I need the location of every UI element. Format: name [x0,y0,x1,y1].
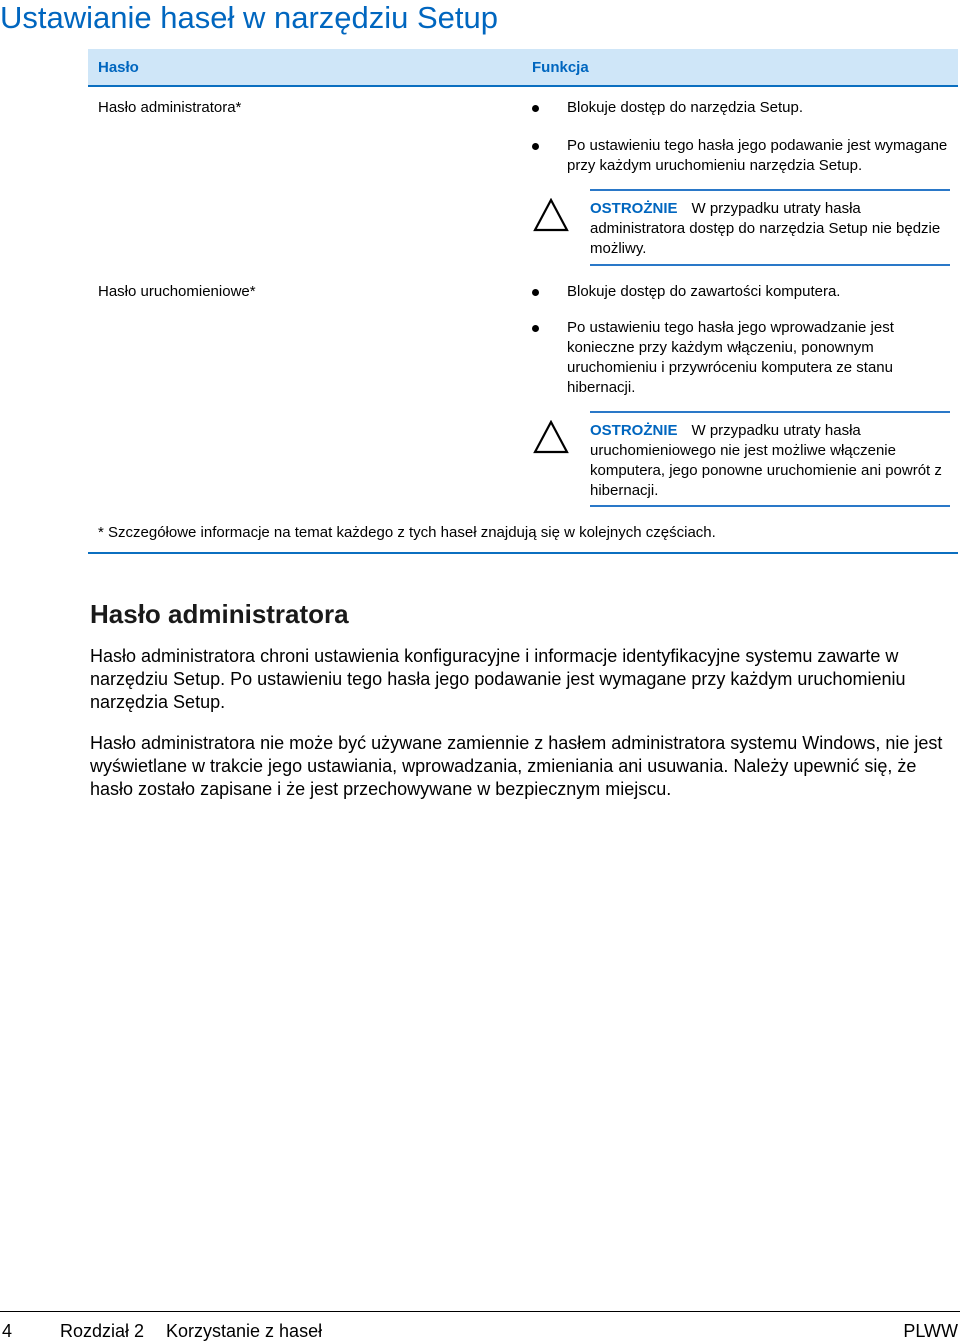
caution-top-rule [590,411,950,413]
table-footnote: * Szczegółowe informacje na temat każdego z tych haseł znajdują się w kolejnych częściach. [98,524,716,541]
row-poweron-bullet-1: Blokuje dostęp do zawartości komputera. [567,283,841,300]
row-poweron-password-name: Hasło uruchomieniowe* [98,283,256,300]
column-header-password: Hasło [98,59,139,76]
caution-triangle-icon [533,420,569,454]
footer-doc-code: PLWW [903,1321,958,1341]
caution-label: OSTROŻNIE [590,200,678,217]
bullet [532,289,539,296]
bullet [532,105,539,112]
caution-bottom-rule [590,505,950,507]
page-number: 4 [2,1321,13,1341]
caution-text: W przypadku utraty hasła uruchomieniowego nie jest możliwe włączenie komputera, jego ponowne uruchomienie ani powrót z hibernacji. [590,422,942,499]
section-paragraph-2: Hasło administratora nie może być używane zamiennie z hasłem administratora systemu Windows, nie jest wyświetlane w trakcie jego ustawiania, wprowadzania, zmieniania ani usuwania. Należy upewnić się, że hasło zostało zapisane i że jest przechowywane w bezpiecznym miejscu. [90,733,943,799]
caution-top-rule [590,189,950,191]
caution-text: W przypadku utraty hasła administratora dostęp do narzędzia Setup nie będzie możliwy. [590,200,941,257]
footer-chapter-title: Korzystanie z haseł [166,1321,323,1341]
row-poweron-bullet-2: Po ustawieniu tego hasła jego wprowadzanie jest konieczne przy każdym włączeniu, ponownym uruchomieniu i przywróceniu komputera ze stanu hibernacji. [567,319,894,396]
caution-note-admin [590,199,955,259]
row-admin-bullet-2: Po ustawieniu tego hasła jego podawanie jest wymagane przy każdym uruchomieniu narzędzia Setup. [567,137,948,174]
section-paragraph-1: Hasło administratora chroni ustawienia konfiguracyjne i informacje identyfikacyjne systemu zawarte w narzędziu Setup. Po ustawieniu tego hasła jego podawanie jest wymagane przy każdym uruchomieniu narzędzia Setup. [90,646,906,712]
footer-chapter: Rozdział 2 [60,1321,145,1341]
footer-rule [0,1311,960,1312]
table-header [88,49,958,87]
row-admin-bullet-1: Blokuje dostęp do narzędzia Setup. [567,99,803,116]
caution-label: OSTROŻNIE [590,422,678,439]
table-bottom-rule [88,552,958,554]
caution-note-poweron [590,421,955,501]
row-admin-password-name: Hasło administratora* [98,99,242,116]
caution-bottom-rule [590,264,950,266]
bullet [532,325,539,332]
page-title: Ustawianie haseł w narzędziu Setup [0,0,498,35]
section-title: Hasło administratora [90,599,349,629]
column-header-function: Funkcja [532,59,589,76]
bullet [532,143,539,150]
caution-triangle-icon [533,198,569,232]
